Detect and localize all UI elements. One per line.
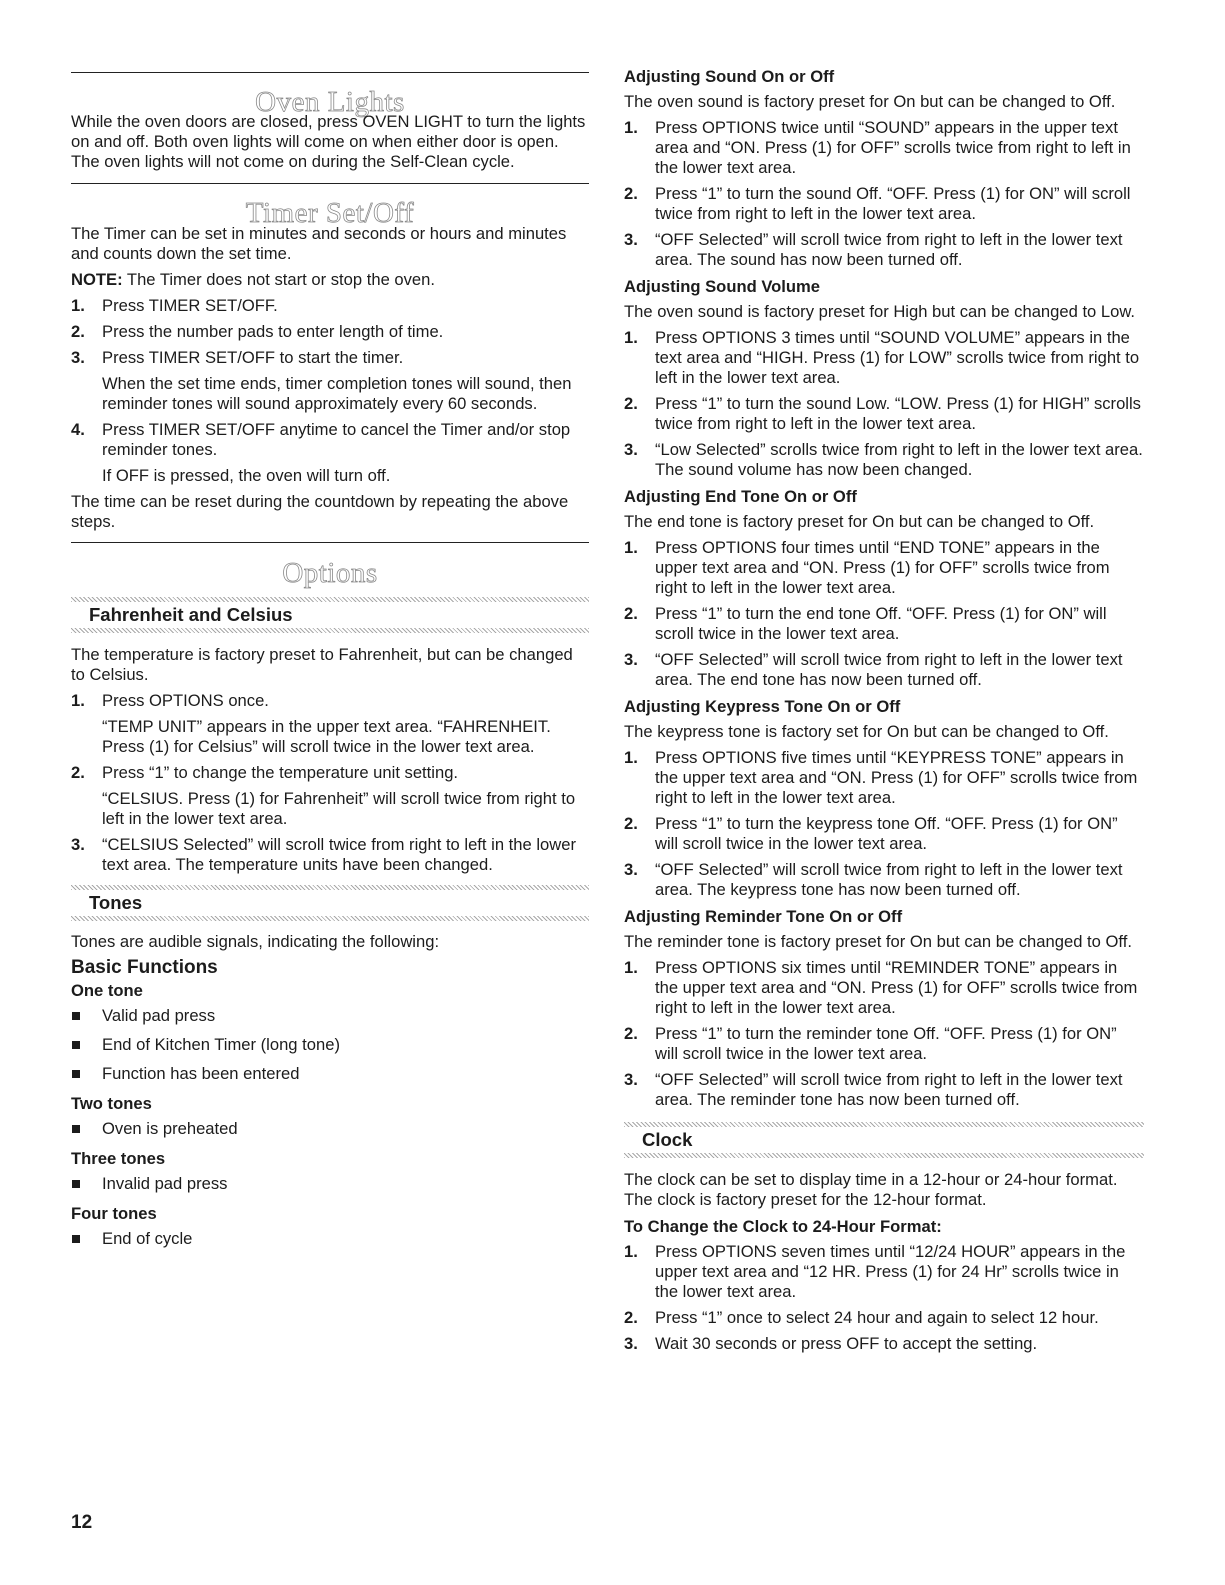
step-number: 1. — [624, 1242, 638, 1261]
step-number: 3. — [624, 650, 638, 669]
step-text: Press TIMER SET/OFF. — [102, 296, 278, 315]
step-number: 2. — [71, 322, 85, 341]
step-text: Press OPTIONS once. — [102, 691, 269, 710]
oven-lights-heading: Oven Lights — [255, 86, 405, 118]
clock-steps — [624, 1242, 1144, 1354]
step-number: 2. — [624, 1024, 638, 1043]
reminder-tone-step — [624, 958, 1144, 1018]
fahrenheit-step — [71, 763, 589, 829]
tone-group-list — [71, 1229, 589, 1249]
timer-heading: Timer Set/Off — [245, 197, 415, 229]
step-note: If OFF is pressed, the oven will turn off. — [102, 466, 391, 485]
step-text: Press “1” once to select 24 hour and again to select 12 hour. — [655, 1308, 1099, 1327]
step-number: 2. — [624, 1308, 638, 1327]
end-tone-step — [624, 650, 1144, 690]
step-text: Press OPTIONS 3 times until “SOUND VOLUME” appears in the text area and “HIGH. Press (1) for LOW” scrolls twice from right to left in the lower text area. — [655, 328, 1140, 387]
step-note: “CELSIUS. Press (1) for Fahrenheit” will scroll twice from right to left in the lower text area. — [102, 789, 576, 828]
timer-step — [71, 296, 589, 316]
step-text: “OFF Selected” will scroll twice from right to left in the lower text area. The sound has now been turned off. — [655, 230, 1123, 269]
step-text: “OFF Selected” will scroll twice from right to left in the lower text area. The keypress tone has now been turned off. — [655, 860, 1123, 899]
step-number: 1. — [624, 538, 638, 557]
keypress-tone-step — [624, 748, 1144, 808]
timer-outro: The time can be reset during the countdown by repeating the above steps. — [71, 492, 569, 531]
subsection-band-bottom — [624, 1153, 1144, 1158]
clock-step — [624, 1308, 1144, 1328]
step-number: 1. — [624, 748, 638, 767]
step-number: 2. — [624, 184, 638, 203]
section-divider — [71, 72, 589, 73]
tones-intro: Tones are audible signals, indicating the following: — [71, 932, 440, 951]
fahrenheit-intro: The temperature is factory preset to Fahrenheit, but can be changed to Celsius. — [71, 645, 573, 684]
step-text: “OFF Selected” will scroll twice from right to left in the lower text area. The reminder tone has now been turned off. — [655, 1070, 1123, 1109]
bullet-item: Function has been entered — [71, 1064, 589, 1084]
oven-lights-body: While the oven doors are closed, press OVEN LIGHT to turn the lights on and off. Both oven lights will come on when either door is open. The oven lights will not come on during the Self-Clean cycle. — [71, 112, 586, 171]
reminder-tone-step — [624, 1070, 1144, 1110]
subsection-band-bottom — [71, 916, 589, 921]
subsection-band-bottom — [71, 628, 589, 633]
sound-steps — [624, 118, 1144, 270]
sound-step — [624, 184, 1144, 224]
step-number: 3. — [624, 230, 638, 249]
step-number: 2. — [624, 814, 638, 833]
step-number: 1. — [624, 328, 638, 347]
tone-group-list — [71, 1174, 589, 1194]
step-number: 1. — [624, 958, 638, 977]
end-tone-steps — [624, 538, 1144, 690]
step-text: Press “1” to turn the sound Low. “LOW. Press (1) for HIGH” scrolls twice from right to left in the lower text area. — [655, 394, 1141, 433]
tone-group-list — [71, 1119, 589, 1139]
sound-volume-title: Adjusting Sound Volume — [624, 277, 821, 296]
keypress-tone-step — [624, 814, 1144, 854]
tone-group-label: One tone — [71, 981, 143, 1000]
clock-title: Clock — [642, 1129, 693, 1150]
keypress-tone-step — [624, 860, 1144, 900]
sound-volume-steps — [624, 328, 1144, 480]
note-text: The Timer does not start or stop the oven. — [122, 270, 435, 289]
step-text: Press OPTIONS six times until “REMINDER TONE” appears in the upper text area and “ON. Press (1) for OFF” scrolls twice from right to left in the lower text area. — [655, 958, 1138, 1017]
timer-step — [71, 322, 589, 342]
step-text: “CELSIUS Selected” will scroll twice from right to left in the lower text area. The temperature units have been changed. — [102, 835, 576, 874]
end-tone-step — [624, 538, 1144, 598]
timer-step — [71, 348, 589, 414]
tone-group-label: Two tones — [71, 1094, 152, 1113]
tones-title: Tones — [89, 892, 143, 913]
sound-volume-intro: The oven sound is factory preset for High but can be changed to Low. — [624, 302, 1136, 321]
right-column — [624, 0, 1144, 1360]
step-text: “Low Selected” scrolls twice from right to left in the lower text area. The sound volume has now been changed. — [655, 440, 1143, 479]
page-number: 12 — [71, 1512, 93, 1533]
step-number: 1. — [71, 691, 85, 710]
step-note: When the set time ends, timer completion tones will sound, then reminder tones will sound approximately every 60 seconds. — [102, 374, 572, 413]
keypress-tone-intro: The keypress tone is factory set for On but can be changed to Off. — [624, 722, 1109, 741]
bullet-item: Invalid pad press — [71, 1174, 589, 1194]
step-text: Press OPTIONS five times until “KEYPRESS TONE” appears in the upper text area and “ON. Press (1) for OFF” scrolls twice from right to left in the lower text area. — [655, 748, 1138, 807]
left-column — [71, 0, 589, 1258]
step-text: Press “1” to turn the keypress tone Off. “OFF. Press (1) for ON” will scroll twice in the lower text area. — [655, 814, 1118, 853]
sound-step — [624, 118, 1144, 178]
step-number: 1. — [71, 296, 85, 315]
bullet-item: End of Kitchen Timer (long tone) — [71, 1035, 589, 1055]
tone-group-list — [71, 1006, 589, 1084]
step-number: 4. — [71, 420, 85, 439]
fahrenheit-step — [71, 691, 589, 757]
basic-functions-heading: Basic Functions — [71, 957, 218, 978]
fahrenheit-steps — [71, 691, 589, 875]
timer-intro: The Timer can be set in minutes and seconds or hours and minutes and counts down the set time. — [71, 224, 567, 263]
timer-steps — [71, 296, 589, 486]
step-text: Press “1” to change the temperature unit setting. — [102, 763, 459, 782]
step-text: Press OPTIONS twice until “SOUND” appears in the upper text area and “ON. Press (1) for OFF” scrolls twice from right to left in the lower text area. — [655, 118, 1131, 177]
bullet-item: Oven is preheated — [71, 1119, 589, 1139]
end-tone-step — [624, 604, 1144, 644]
reminder-tone-steps — [624, 958, 1144, 1110]
sound-title: Adjusting Sound On or Off — [624, 67, 835, 86]
tone-group-label: Three tones — [71, 1149, 166, 1168]
note-label: NOTE: — [71, 270, 123, 289]
step-number: 3. — [71, 348, 85, 367]
fahrenheit-celsius-title: Fahrenheit and Celsius — [89, 604, 293, 625]
step-text: Press “1” to turn the end tone Off. “OFF. Press (1) for ON” will scroll twice in the lower text area. — [655, 604, 1107, 643]
step-text: Wait 30 seconds or press OFF to accept the setting. — [655, 1334, 1038, 1353]
bullet-item: End of cycle — [71, 1229, 589, 1249]
section-divider — [71, 542, 589, 543]
step-number: 3. — [624, 1334, 638, 1353]
timer-note — [71, 270, 589, 290]
clock-step — [624, 1334, 1144, 1354]
step-number: 2. — [624, 394, 638, 413]
step-text: Press “1” to turn the sound Off. “OFF. Press (1) for ON” will scroll twice from right to left in the lower text area. — [655, 184, 1131, 223]
sound-volume-step — [624, 394, 1144, 434]
section-divider — [71, 183, 589, 184]
step-text: Press the number pads to enter length of time. — [102, 322, 444, 341]
keypress-tone-steps — [624, 748, 1144, 900]
step-number: 3. — [71, 835, 85, 854]
clock-subtitle: To Change the Clock to 24-Hour Format: — [624, 1217, 942, 1236]
bullet-item: Valid pad press — [71, 1006, 589, 1026]
sound-step — [624, 230, 1144, 270]
step-text: Press OPTIONS four times until “END TONE” appears in the upper text area and “ON. Press (1) for OFF” scrolls twice from right to left in the lower text area. — [655, 538, 1110, 597]
options-heading: Options — [282, 557, 378, 589]
step-text: Press TIMER SET/OFF to start the timer. — [102, 348, 404, 367]
reminder-tone-intro: The reminder tone is factory preset for On but can be changed to Off. — [624, 932, 1132, 951]
step-text: Press “1” to turn the reminder tone Off. “OFF. Press (1) for ON” will scroll twice in the lower text area. — [655, 1024, 1117, 1063]
clock-step — [624, 1242, 1144, 1302]
end-tone-intro: The end tone is factory preset for On but can be changed to Off. — [624, 512, 1095, 531]
sound-volume-step — [624, 328, 1144, 388]
step-text: Press TIMER SET/OFF anytime to cancel the Timer and/or stop reminder tones. — [102, 420, 571, 459]
tone-group-label: Four tones — [71, 1204, 157, 1223]
clock-intro: The clock can be set to display time in a 12-hour or 24-hour format. The clock is factory preset for the 12-hour format. — [624, 1170, 1118, 1209]
step-text: Press OPTIONS seven times until “12/24 HOUR” appears in the upper text area and “12 HR. Press (1) for 24 Hr” scrolls twice in the lower text area. — [655, 1242, 1126, 1301]
step-number: 2. — [71, 763, 85, 782]
sound-intro: The oven sound is factory preset for On but can be changed to Off. — [624, 92, 1116, 111]
step-number: 3. — [624, 440, 638, 459]
reminder-tone-step — [624, 1024, 1144, 1064]
reminder-tone-title: Adjusting Reminder Tone On or Off — [624, 907, 903, 926]
step-number: 2. — [624, 604, 638, 623]
step-number: 3. — [624, 860, 638, 879]
end-tone-title: Adjusting End Tone On or Off — [624, 487, 857, 506]
step-number: 3. — [624, 1070, 638, 1089]
step-number: 1. — [624, 118, 638, 137]
sound-volume-step — [624, 440, 1144, 480]
keypress-tone-title: Adjusting Keypress Tone On or Off — [624, 697, 901, 716]
fahrenheit-step — [71, 835, 589, 875]
timer-step — [71, 420, 589, 486]
step-note: “TEMP UNIT” appears in the upper text area. “FAHRENHEIT. Press (1) for Celsius” will scroll twice in the lower text area. — [102, 717, 551, 756]
step-text: “OFF Selected” will scroll twice from right to left in the lower text area. The end tone has now been turned off. — [655, 650, 1123, 689]
